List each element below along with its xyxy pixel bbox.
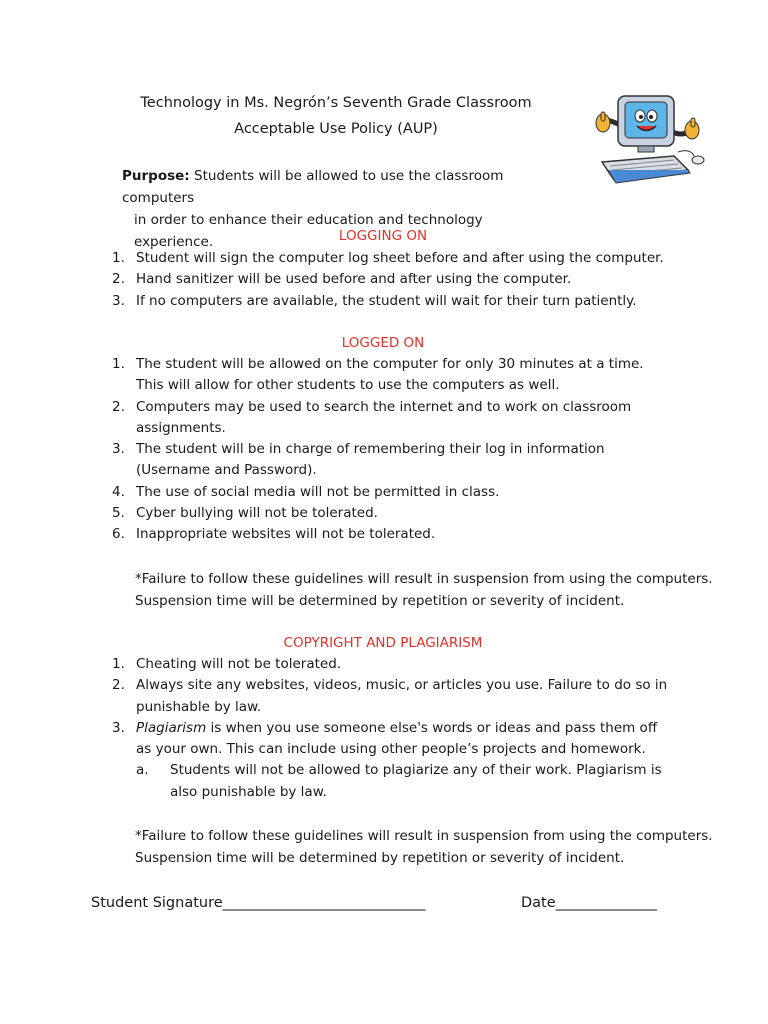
list-item: 2. Computers may be used to search the internet and to work on classroom assignments.: [112, 398, 632, 436]
purpose-text-continued: in order to enhance their education and technology experience.: [134, 212, 483, 250]
failure-notice: *Failure to follow these guidelines will result in suspension from using the computers. Suspension time will be determined by repetition or severity of incident.: [135, 828, 713, 866]
purpose-label: Purpose:: [122, 168, 190, 184]
list-item: 1. Cheating will not be tolerated.: [112, 656, 342, 672]
date-field[interactable]: Date______________: [521, 895, 658, 911]
list-item: 2. Hand sanitizer will be used before and after using the computer.: [112, 271, 572, 288]
list-item: 5. Cyber bullying will not be tolerated.: [112, 505, 378, 522]
logged-on-list: [112, 354, 672, 546]
logging-on-list: [112, 248, 672, 312]
list-item: 6. Inappropriate websites will not be tolerated.: [112, 526, 436, 543]
list-item: 4. The use of social media will not be permitted in class.: [112, 483, 500, 500]
list-item: [112, 760, 672, 803]
logging-on-heading: LOGGING ON: [338, 228, 428, 244]
sub-list-item: a. Students will not be allowed to plagiarize any of their work. Plagiarism is also punishable by law.: [136, 762, 662, 800]
failure-notice: *Failure to follow these guidelines will result in suspension from using the computers. Suspension time will be determined by repetition or severity of incident.: [135, 571, 713, 609]
purpose-text: Students will be allowed to use the classroom computers: [122, 168, 504, 206]
list-item: 3. The student will be in charge of remembering their log in information (Username and Password).: [112, 441, 605, 479]
list-item: 3. Plagiarism is when you use someone else's words or ideas and pass them off as your own. This can include using other people’s projects and homework.: [112, 719, 658, 758]
copyright-list: [112, 654, 672, 803]
list-item: 1. The student will be allowed on the computer for only 30 minutes at a time. This will allow for other students to use the computers as well.: [112, 356, 644, 394]
logged-on-heading: LOGGED ON: [341, 335, 425, 351]
student-signature-field[interactable]: Student Signature____________________________: [91, 895, 426, 911]
copyright-plagiarism-heading: COPYRIGHT AND PLAGIARISM: [283, 635, 483, 651]
list-item: 1. Student will sign the computer log sheet before and after using the computer.: [112, 250, 664, 266]
list-item: 2. Always site any websites, videos, music, or articles you use. Failure to do so in punishable by law.: [112, 677, 668, 715]
plagiarism-term: Plagiarism: [136, 719, 207, 736]
computer-mascot-icon: [590, 90, 710, 190]
list-item: 3. If no computers are available, the student will wait for their turn patiently.: [112, 292, 637, 309]
document-subtitle: Acceptable Use Policy (AUP): [234, 121, 438, 137]
document-title: Technology in Ms. Negrón’s Seventh Grade Classroom: [140, 95, 532, 111]
